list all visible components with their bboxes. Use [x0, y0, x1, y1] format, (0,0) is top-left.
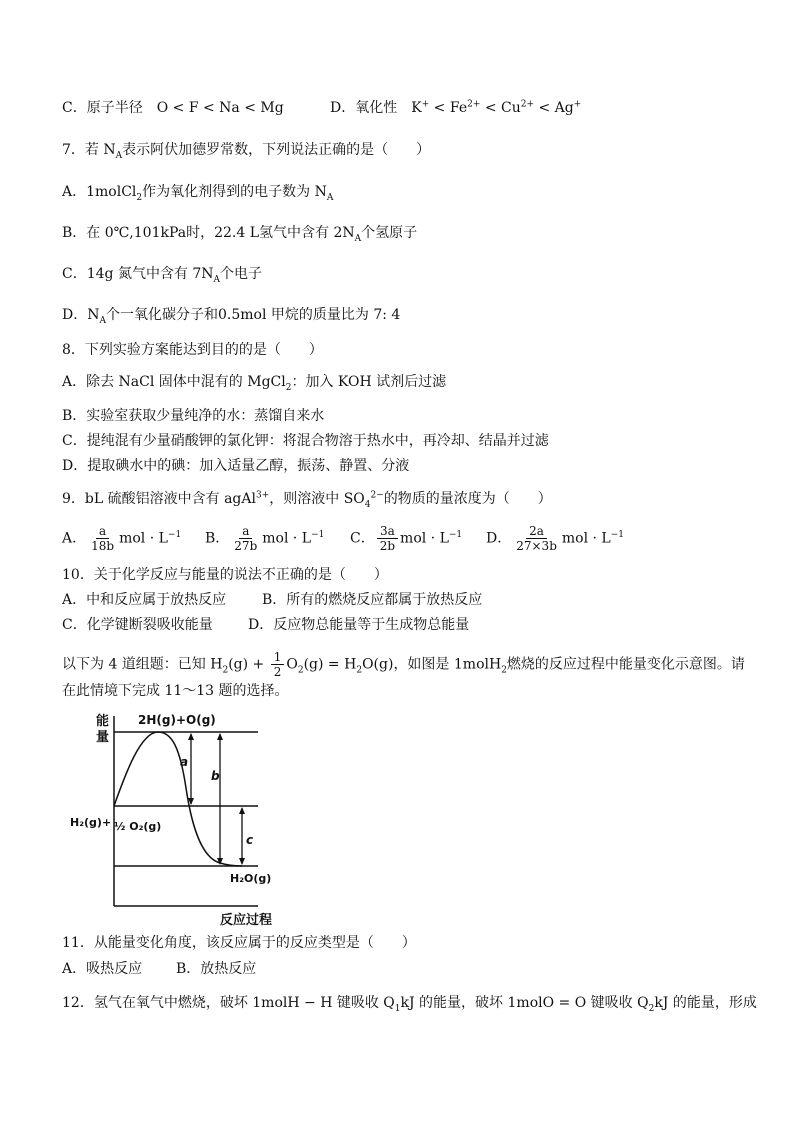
- numerator: a: [96, 524, 109, 539]
- sup: −1: [610, 529, 624, 540]
- sup: 2+: [467, 99, 481, 110]
- intro-text: (g) +: [228, 656, 269, 673]
- intro-line-1: [62, 650, 745, 679]
- reactant-label-2: ½ O₂(g): [114, 820, 162, 833]
- arrow-a-label: a: [180, 755, 189, 769]
- q9-stem-text: ，则溶液中 SO: [269, 491, 365, 507]
- numerator: 2a: [526, 524, 547, 539]
- q8-option-a-text: A．除去 NaCl 固体中混有的 MgCl: [62, 374, 286, 390]
- fraction: [88, 524, 117, 553]
- numerator: a: [239, 524, 252, 539]
- q6-option-d-text: < Fe: [429, 100, 468, 116]
- q10-option-c: C．化学键断裂吸收能量: [62, 617, 213, 633]
- q9-option-d: [486, 524, 624, 553]
- q6-option-c: C．原子半径 O < F < Na < Mg: [62, 100, 284, 116]
- sub: A: [354, 233, 362, 244]
- q9-option-b: [205, 524, 324, 553]
- q8-option-d: D．提取碘水中的碘：加入适量乙醇，振荡、静置、分液: [62, 458, 410, 474]
- arrow-c-label: c: [246, 833, 254, 847]
- q11-option-a: A．吸热反应: [62, 961, 143, 977]
- q12-stem-text: kJ 的能量，破坏 1molO = O 键吸收 Q: [400, 995, 649, 1011]
- sub: 4: [364, 499, 371, 510]
- denominator: 2: [273, 665, 282, 679]
- q9-option-a: [62, 524, 181, 553]
- q7-option-d: [62, 306, 400, 324]
- sub: A: [99, 315, 106, 326]
- unit: mol · L: [561, 530, 611, 547]
- intro-text: 以下为 4 道组题：已知 H: [62, 656, 223, 673]
- q11-option-b: B．放热反应: [176, 961, 257, 977]
- q8-option-b: B．实验室获取少量纯净的水：蒸馏自来水: [62, 408, 325, 424]
- unit: mol · L: [262, 530, 312, 547]
- y-axis-label-1: 能: [96, 714, 110, 729]
- option-label: B．: [205, 530, 230, 547]
- numerator: 3a: [377, 524, 398, 539]
- q9-stem-text: 的物质的量浓度为（ ）: [383, 491, 552, 507]
- sup: 2−: [370, 490, 384, 501]
- q7-stem: [62, 141, 430, 159]
- unit: mol · L: [119, 530, 168, 547]
- sub: A: [213, 274, 221, 285]
- q10-option-d: D．反应物总能量等于生成物总能量: [248, 617, 470, 633]
- q9-stem-text: 9．bL 硫酸铝溶液中含有 agAl: [62, 491, 256, 507]
- sup: −1: [448, 529, 463, 540]
- q7-option-a: [62, 183, 333, 201]
- numerator: 1: [271, 650, 285, 665]
- x-axis-label: 反应过程: [220, 913, 273, 928]
- sub: 2: [222, 665, 229, 676]
- q9-stem: [62, 490, 552, 508]
- q8-option-a-text: ：加入 KOH 试剂后过滤: [291, 374, 447, 390]
- q6-option-d-text: < Cu: [480, 100, 521, 116]
- option-label: A．: [62, 530, 87, 547]
- arrow-c-head-bottom: [239, 858, 245, 865]
- q10-option-b: B．所有的燃烧反应都属于放热反应: [262, 592, 483, 608]
- sub: A: [115, 150, 123, 161]
- q6-option-d-text: < Ag: [534, 100, 574, 116]
- arrow-a-head-top: [188, 733, 194, 740]
- sup: 2+: [520, 99, 535, 110]
- q7-option-d-text: D．N: [62, 307, 100, 323]
- q8-stem: 8．下列实验方案能达到目的的是（ ）: [62, 342, 323, 358]
- q7-stem-text: 表示阿伏加德罗常数，下列说法正确的是（ ）: [122, 142, 431, 158]
- q6-option-d: [330, 99, 581, 117]
- unit: mol · L: [400, 530, 449, 547]
- q12-stem-text: kJ 的能量，形成: [654, 995, 757, 1011]
- reaction-curve: [114, 732, 242, 866]
- intro-text: (g) = H: [303, 656, 357, 673]
- sub: 2: [285, 382, 292, 393]
- option-label: C．: [350, 530, 375, 547]
- sub: 2: [648, 1003, 655, 1014]
- q7-stem-text: 7．若 N: [62, 142, 116, 158]
- arrow-b-label: b: [211, 769, 220, 783]
- arrow-c-head-top: [239, 807, 245, 814]
- intro-text: ，如图是 1molH: [393, 656, 502, 673]
- q8-option-a: [62, 373, 446, 391]
- denominator: 27b: [234, 539, 258, 553]
- sup: −1: [167, 529, 182, 540]
- q7-option-c-text: 个电子: [220, 266, 263, 282]
- sub: A: [326, 192, 334, 203]
- sub: 2: [356, 665, 363, 676]
- product-label: H₂O(g): [230, 872, 272, 885]
- reactant-label-1: H₂(g)+: [70, 816, 112, 829]
- q7-option-c: [62, 265, 262, 283]
- q12-stem-text: 12．氢气在氧气中燃烧，破坏 1molH − H 键吸收 Q: [62, 995, 395, 1011]
- fraction: [271, 650, 285, 679]
- q7-option-b-text: B．在 0℃,101kPa时，22.4 L氢气中含有 2N: [62, 225, 355, 241]
- sup: +: [573, 99, 582, 110]
- q7-option-b: [62, 224, 417, 242]
- q11-stem: 11．从能量变化角度，该反应属于的反应类型是（ ）: [62, 935, 416, 951]
- sub: 1: [394, 1003, 401, 1014]
- y-axis-label-2: 量: [96, 730, 110, 745]
- q7-option-d-text: 个一氧化碳分子和0.5mol 甲烷的质量比为 7: 4: [105, 307, 401, 323]
- sup: −1: [311, 529, 325, 540]
- fraction: [231, 524, 260, 553]
- q6-option-d-text: D．氧化性 K: [330, 100, 422, 116]
- q10-option-a: A．中和反应属于放热反应: [62, 592, 227, 608]
- q10-stem: 10．关于化学反应与能量的说法不正确的是（ ）: [62, 567, 388, 583]
- top-level-label: 2H(g)+O(g): [138, 713, 216, 727]
- sup: 3+: [255, 490, 270, 501]
- option-label: D．: [486, 530, 512, 547]
- intro-text: O(g): [362, 656, 394, 673]
- q7-option-a-text: A．1molCl: [62, 184, 137, 200]
- sub: 2: [297, 665, 304, 676]
- arrow-b-head-top: [217, 733, 223, 740]
- denominator: 27×3b: [516, 539, 557, 553]
- q12-stem: [62, 994, 757, 1012]
- sub: 2: [136, 192, 143, 203]
- q7-option-a-text: 作为氧化剂得到的电子数为 N: [142, 184, 327, 200]
- q8-option-c: C．提纯混有少量硝酸钾的氯化钾：将混合物溶于热水中，再冷却、结晶并过滤: [62, 433, 549, 449]
- q7-option-c-text: C．14g 氮气中含有 7N: [62, 266, 214, 282]
- fraction: [513, 524, 560, 553]
- denominator: 18b: [91, 539, 115, 553]
- intro-text: O: [286, 656, 298, 673]
- intro-text: 燃烧的反应过程中能量变化示意图。请: [506, 656, 745, 673]
- sub: 2: [501, 665, 507, 676]
- intro-line-2: 在此情境下完成 11～13 题的选择。: [62, 683, 289, 699]
- q9-option-c: [350, 524, 462, 553]
- energy-diagram: [62, 708, 322, 928]
- fraction: [377, 524, 398, 553]
- q7-option-b-text: 个氢原子: [361, 225, 418, 241]
- sup: +: [421, 99, 430, 110]
- denominator: 2b: [379, 539, 396, 553]
